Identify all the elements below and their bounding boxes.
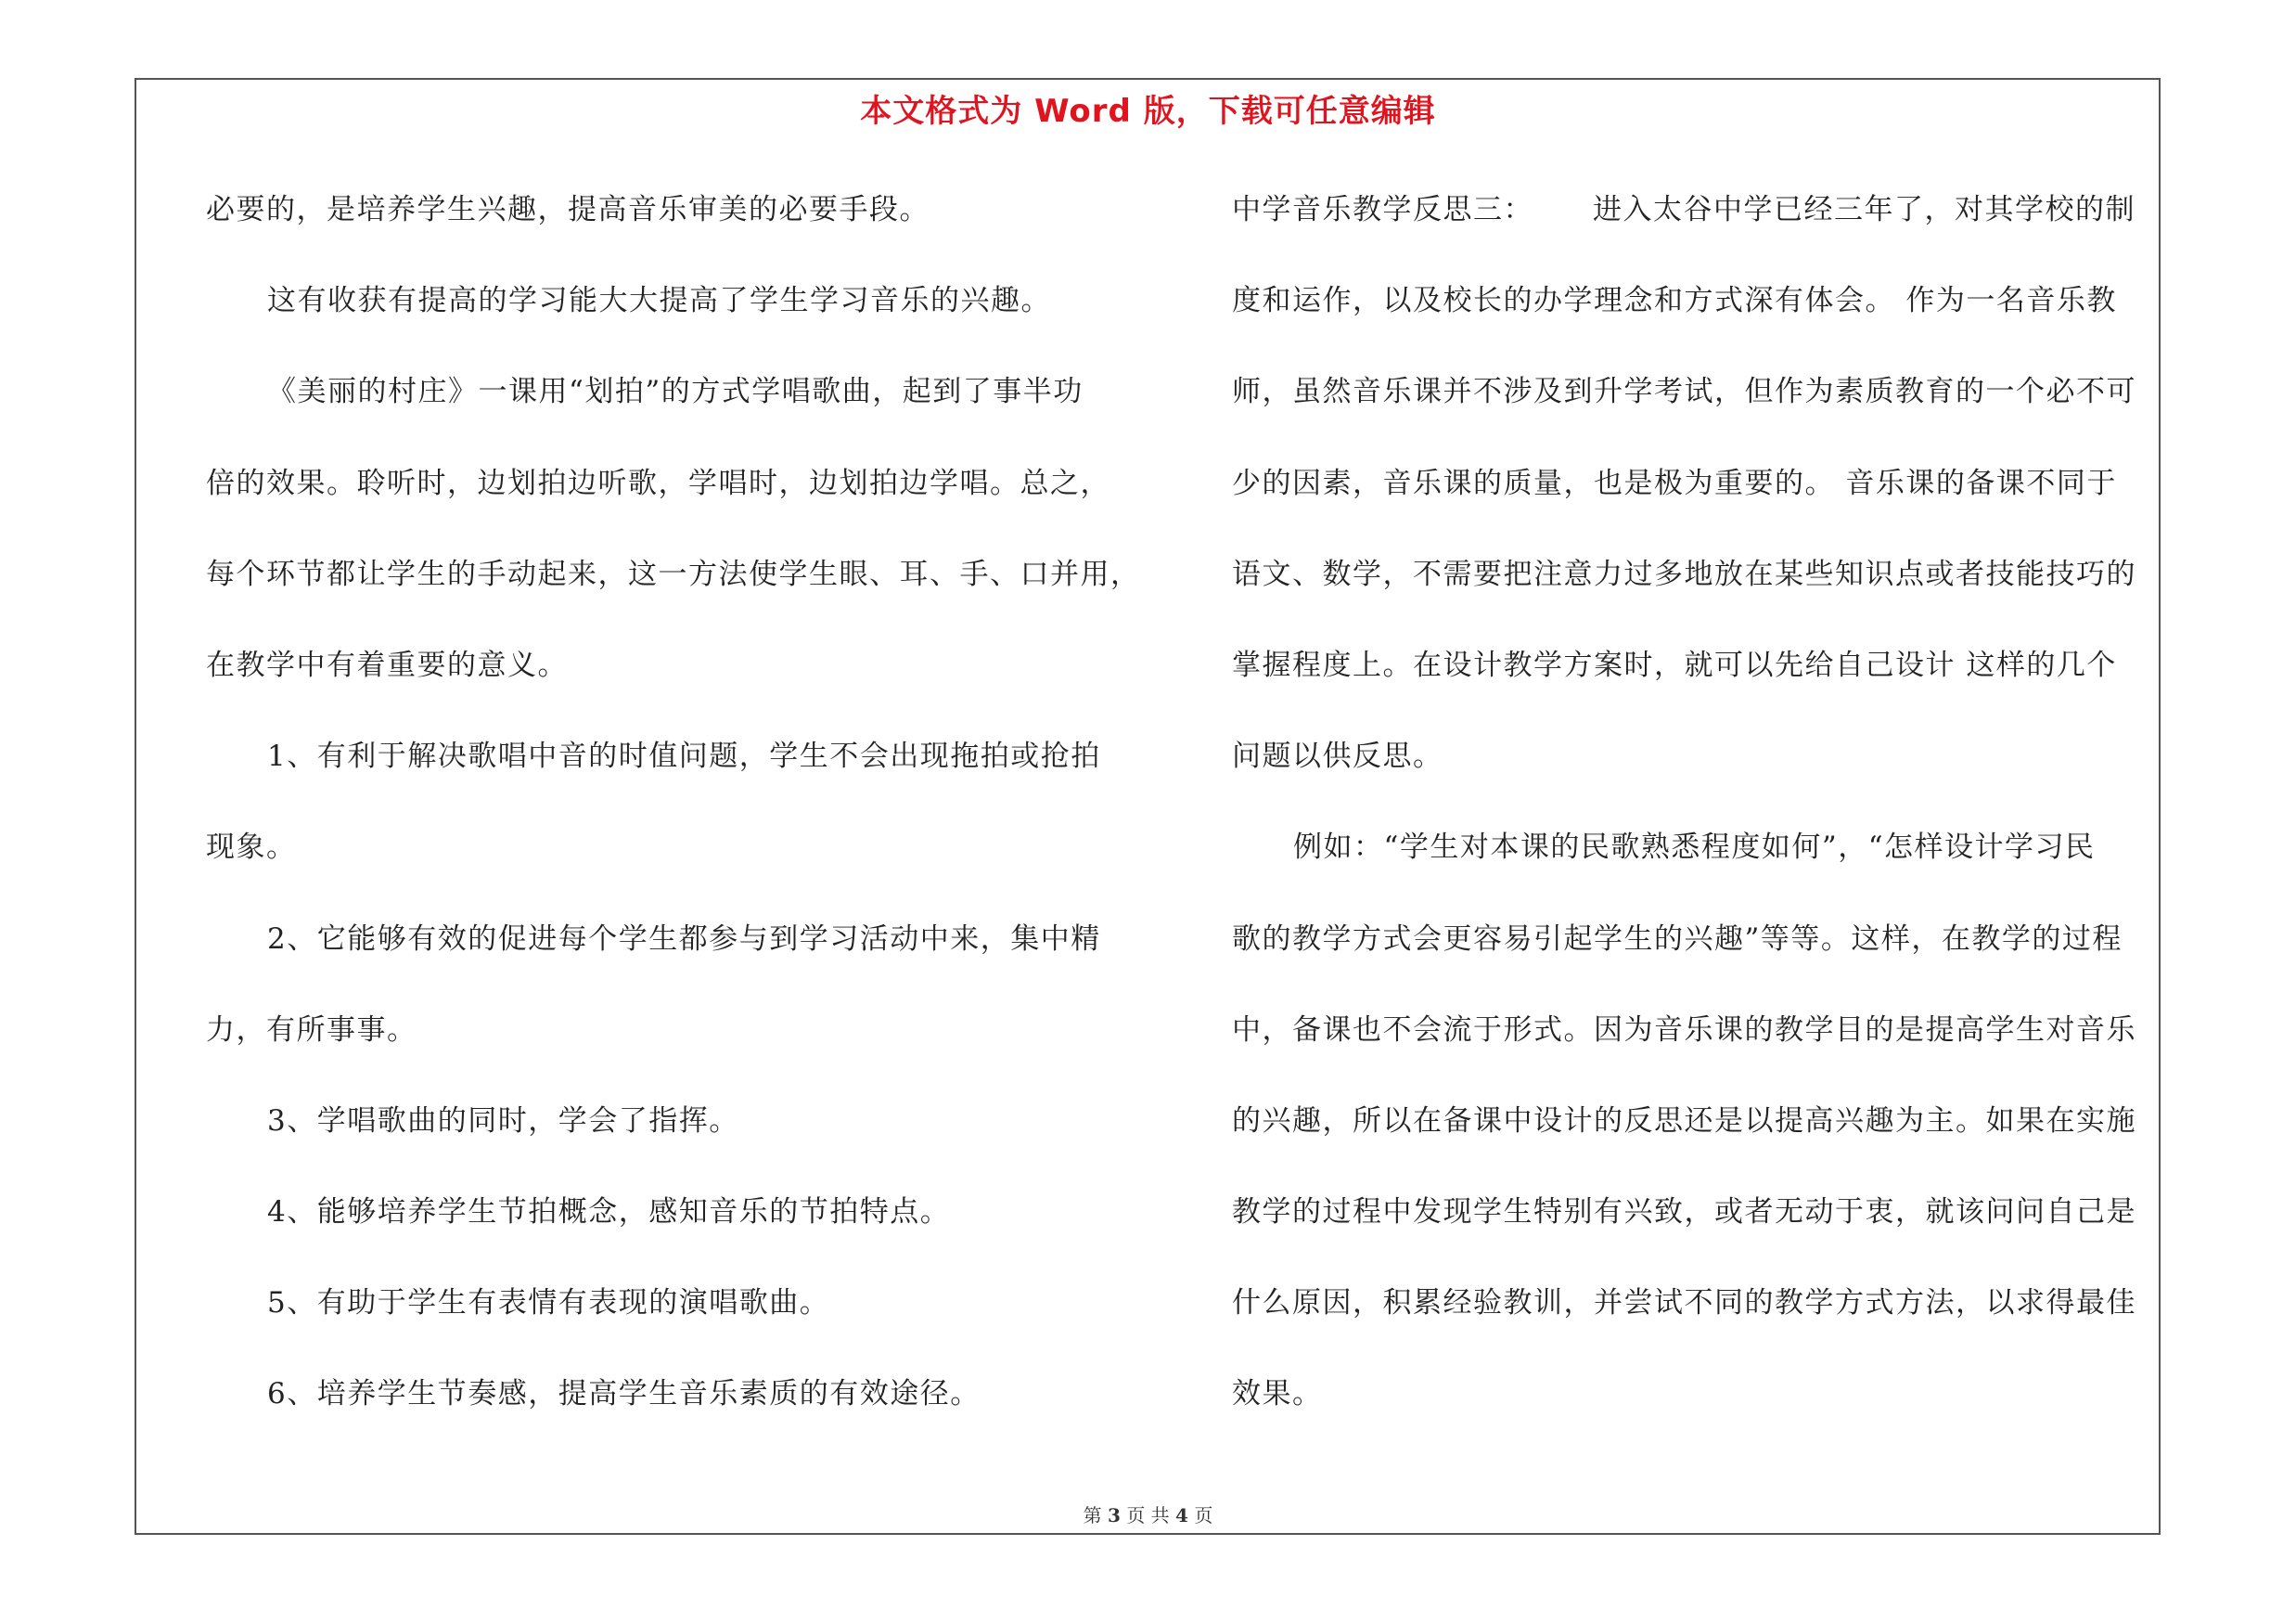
list-item: 2、它能够有效的促进每个学生都参与到学习活动中来，集中精 bbox=[267, 921, 1101, 956]
paragraph-text: 进入太谷中学已经三年了，对其学校的制 bbox=[1593, 193, 2136, 226]
paragraph-line: 的兴趣，所以在备课中设计的反思还是以提高兴趣为主。如果在实施 bbox=[1232, 1103, 2136, 1138]
paragraph-line: 每个环节都让学生的手动起来，这一方法使学生眼、耳、手、口并用， bbox=[206, 557, 1141, 591]
footer-middle: 页 共 bbox=[1126, 1504, 1170, 1526]
paragraph-line: 师，虽然音乐课并不涉及到升学考试，但作为素质教育的一个必不可 bbox=[1232, 375, 2136, 409]
paragraph-line: 在教学中有着重要的意义。 bbox=[206, 648, 568, 682]
paragraph-line: 少的因素，音乐课的质量，也是极为重要的。 音乐课的备课不同于 bbox=[1232, 466, 2117, 500]
paragraph-line: 度和运作，以及校长的办学理念和方式深有体会。 作为一名音乐教 bbox=[1232, 284, 2117, 318]
section-heading: 中学音乐教学反思三： bbox=[1232, 193, 1533, 226]
paragraph-line: 掌握程度上。在设计教学方案时，就可以先给自己设计 这样的几个 bbox=[1232, 648, 2117, 682]
total-pages-number: 4 bbox=[1175, 1504, 1188, 1526]
list-item-continuation: 现象。 bbox=[206, 831, 297, 865]
list-item-continuation: 力，有所事事。 bbox=[206, 1012, 417, 1047]
page-number-footer bbox=[0, 1501, 2296, 1527]
paragraph-line: 这有收获有提高的学习能大大提高了学生学习音乐的兴趣。 bbox=[267, 284, 1051, 318]
list-item: 3、学唱歌曲的同时，学会了指挥。 bbox=[267, 1103, 739, 1138]
right-column bbox=[1232, 181, 2160, 1457]
list-item: 5、有助于学生有表情有表现的演唱歌曲。 bbox=[267, 1286, 830, 1320]
paragraph-line: 倍的效果。聆听时，边划拍边听歌，学唱时，边划拍边学唱。总之， bbox=[206, 466, 1110, 500]
paragraph-line: 例如：“学生对本课的民歌熟悉程度如何”，“怎样设计学习民 bbox=[1293, 831, 2096, 865]
paragraph-line: 《美丽的村庄》一课用“划拍”的方式学唱歌曲，起到了事半功 bbox=[267, 375, 1084, 409]
paragraph-line: 语文、数学，不需要把注意力过多地放在某些知识点或者技能技巧的 bbox=[1232, 557, 2136, 591]
list-item: 6、培养学生节奏感，提高学生音乐素质的有效途径。 bbox=[267, 1377, 981, 1411]
paragraph-line: 问题以供反思。 bbox=[1232, 740, 1443, 774]
paragraph-line: 效果。 bbox=[1232, 1377, 1323, 1411]
list-item: 4、能够培养学生节拍概念，感知音乐的节拍特点。 bbox=[267, 1195, 951, 1230]
left-column bbox=[206, 181, 1141, 1457]
list-item: 1、有利于解决歌唱中音的时值问题，学生不会出现拖拍或抢拍 bbox=[267, 740, 1101, 774]
paragraph-line: 中，备课也不会流于形式。因为音乐课的教学目的是提高学生对音乐 bbox=[1232, 1012, 2136, 1047]
footer-prefix: 第 bbox=[1083, 1504, 1102, 1526]
paragraph-line: 歌的教学方式会更容易引起学生的兴趣”等等。这样，在教学的过程 bbox=[1232, 921, 2123, 956]
paragraph-line: 教学的过程中发现学生特别有兴致，或者无动于衷，就该问问自己是 bbox=[1232, 1195, 2136, 1230]
paragraph-line: 什么原因，积累经验教训，并尝试不同的教学方式方法，以求得最佳 bbox=[1232, 1286, 2136, 1320]
paragraph-line: 必要的，是培养学生兴趣，提高音乐审美的必要手段。 bbox=[206, 193, 930, 226]
header-banner: 本文格式为 Word 版，下载可任意编辑 bbox=[860, 93, 1436, 130]
section-heading-line bbox=[1232, 181, 2160, 272]
current-page-number: 3 bbox=[1108, 1504, 1121, 1526]
footer-suffix: 页 bbox=[1194, 1504, 1213, 1526]
